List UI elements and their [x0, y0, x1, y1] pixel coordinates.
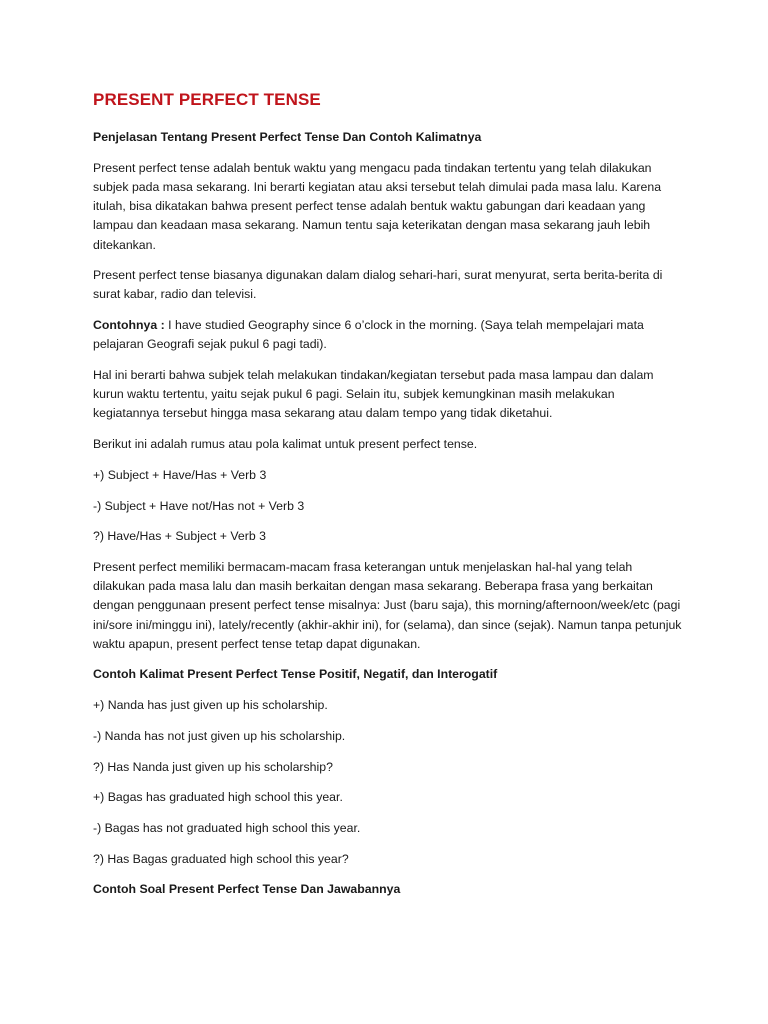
- document-title: PRESENT PERFECT TENSE: [93, 90, 321, 109]
- example-sentence: -) Nanda has not just given up his scholarship.: [93, 728, 346, 743]
- formula-question: ?) Have/Has + Subject + Verb 3: [93, 529, 266, 544]
- document-subtitle: Penjelasan Tentang Present Perfect Tense Dan Contoh Kalimatnya: [93, 130, 482, 144]
- paragraph-time-phrases: Present perfect memiliki bermacam-macam frasa keterangan untuk menjelaskan hal-hal yang telah dilakukan pada masa lalu dan masih berkaitan dengan masa sekarang. Beberapa frasa yang berkaitan dengan penggunaan present perfect tense misalnya: Just (baru saja), this morning/afternoon/week/etc (pagi ini/sore ini/minggu ini), lately/recently (akhir-akhir ini), for (selama), dan since (sejak). Namun tanpa petunjuk waktu apapun, present perfect tense tetap dapat digunakan.: [93, 559, 682, 651]
- example-sentence: +) Bagas has graduated high school this year.: [93, 790, 343, 805]
- formula-positive: +) Subject + Have/Has + Verb 3: [93, 467, 267, 482]
- paragraph-definition: Present perfect tense adalah bentuk waktu yang mengacu pada tindakan tertentu yang telah dilakukan subjek pada masa sekarang. Ini berarti kegiatan atau aksi tersebut telah dimulai pada masa lalu. Karena itulah, bisa dikatakan bahwa present perfect tense adalah bentuk waktu gabungan dari keadaan yang lampau dan keadaan masa sekarang. Namun tentu saja keterikatan dengan masa sekarang jauh lebih ditekankan.: [93, 160, 662, 252]
- example-sentence: +) Nanda has just given up his scholarship.: [93, 698, 328, 713]
- paragraph-usage: Present perfect tense biasanya digunakan dalam dialog sehari-hari, surat menyurat, serta berita-berita di surat kabar, radio dan televisi.: [93, 268, 663, 302]
- paragraph-explanation: Hal ini berarti bahwa subjek telah melakukan tindakan/kegiatan tersebut pada masa lampau dan dalam kurun waktu tertentu, yaitu sejak pukul 6 pagi. Selain itu, subjek kemungkinan masih melakukan kegiatannya tersebut hingga masa sekarang atau dalam tempo yang tidak diketahui.: [93, 368, 654, 421]
- formula-negative: -) Subject + Have not/Has not + Verb 3: [93, 498, 305, 513]
- document-page: [93, 89, 683, 911]
- example-sentence: ?) Has Nanda just given up his scholarship?: [93, 759, 333, 774]
- heading-exercises: Contoh Soal Present Perfect Tense Dan Jawabannya: [93, 882, 401, 897]
- example-label: Contohnya :: [93, 318, 165, 333]
- example-sentence: -) Bagas has not graduated high school this year.: [93, 820, 361, 835]
- example-text: I have studied Geography since 6 o’clock in the morning. (Saya telah mempelajari mata pelajaran Geografi sejak pukul 6 pagi tadi).: [93, 318, 644, 352]
- paragraph-formula-intro: Berikut ini adalah rumus atau pola kalimat untuk present perfect tense.: [93, 437, 478, 452]
- example-sentence: ?) Has Bagas graduated high school this year?: [93, 851, 349, 866]
- heading-examples: Contoh Kalimat Present Perfect Tense Positif, Negatif, dan Interogatif: [93, 667, 498, 682]
- paragraph-example: [93, 316, 683, 354]
